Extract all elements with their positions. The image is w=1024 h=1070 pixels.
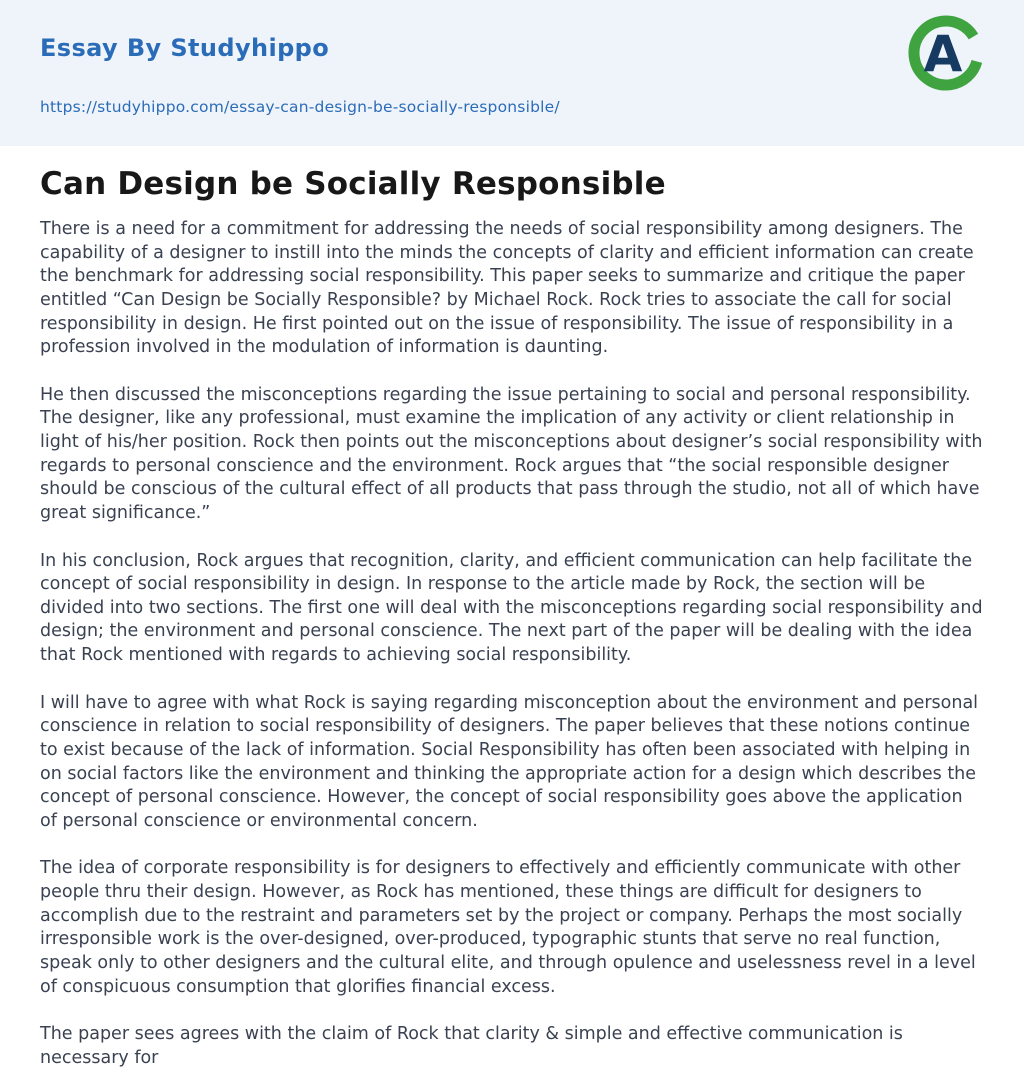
article-paragraph: The paper sees agrees with the claim of Rock that clarity & simple and effective communication is necessary for [40, 1024, 903, 1068]
article-paragraph: There is a need for a commitment for addressing the needs of social responsibility among designers. The capability of a designer to instill into the minds the concepts of clarity and efficient information can create the benchmark for addressing social responsibility. This paper seeks to summarize and critique the paper entitled “Can Design be Socially Responsible? by Michael Rock. Rock tries to associate the call for social responsibility in design. He first pointed out on the issue of responsibility. The issue of responsibility in a profession involved in the modulation of information is daunting. [40, 219, 974, 358]
article [0, 146, 1024, 1070]
studyhippo-logo-icon [908, 15, 984, 91]
article-paragraph: I will have to agree with what Rock is saying regarding misconception about the environment and personal conscience in relation to social responsibility of designers. The paper believes that these notions continue to exist because of the lack of information. Social Responsibility has often been associated with helping in on social factors like the environment and thinking the appropriate action for a design which describes the concept of personal conscience. However, the concept of social responsibility goes above the application of personal conscience or environmental concern. [40, 692, 979, 831]
article-body [40, 218, 984, 1070]
article-paragraph: In his conclusion, Rock argues that recognition, clarity, and efficient communication can help facilitate the concept of social responsibility in design. In response to the article made by Rock, the section will be divided into two sections. The first one will deal with the misconceptions regarding social responsibility and design; the environment and personal conscience. The next part of the paper will be dealing with the idea that Rock mentioned with regards to achieving social responsibility. [40, 550, 983, 665]
article-title: Can Design be Socially Responsible [40, 166, 666, 202]
article-paragraph: He then discussed the misconceptions regarding the issue pertaining to social and personal responsibility. The designer, like any professional, must examine the implication of any activity or client relationship in light of his/her position. Rock then points out the misconceptions about designer’s social responsibility with regards to personal conscience and the environment. Rock argues that “the social responsible designer should be conscious of the cultural effect of all products that pass through the studio, not all of which have great significance.” [40, 384, 983, 523]
source-url-link[interactable]: https://studyhippo.com/essay-can-design-be-socially-responsible/ [40, 98, 560, 116]
logo-ring-icon [908, 15, 984, 91]
article-paragraph: The idea of corporate responsibility is for designers to effectively and efficiently communicate with other people thru their design. However, as Rock has mentioned, these things are difficult for designers to accomplish due to the restraint and parameters set by the project or company. Perhaps the most socially irresponsible work is the over-designed, over-produced, typographic stunts that serve no real function, speak only to other designers and the cultural elite, and through opulence and uselessness revel in a level of conspicuous consumption that glorifies financial excess. [40, 858, 976, 997]
logo-letter: A [923, 25, 963, 83]
page-header [0, 0, 1024, 146]
header-title: Essay By Studyhippo [40, 34, 330, 62]
